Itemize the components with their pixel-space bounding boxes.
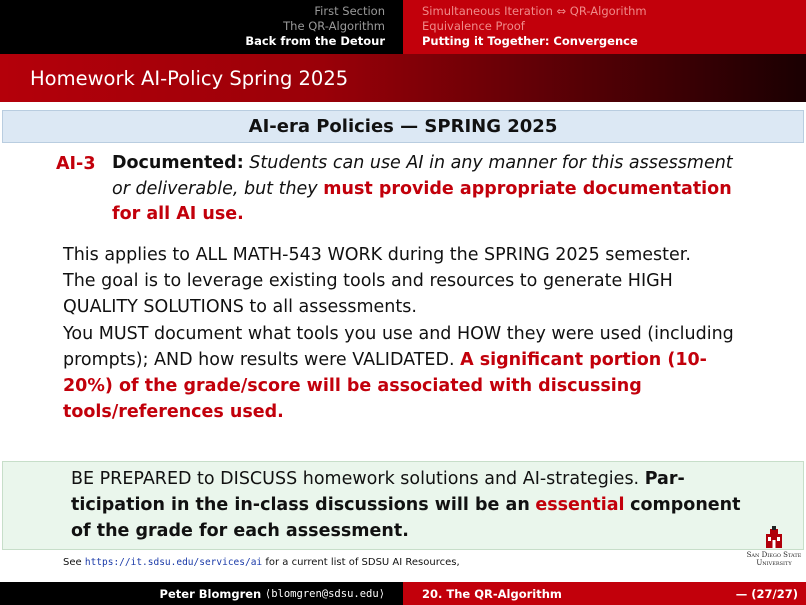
nav-section-qr-algorithm[interactable]: The QR-Algorithm (283, 19, 385, 33)
nav-section-first[interactable]: First Section (314, 4, 385, 18)
prepared-text: BE PREPARED to DISCUSS homework solutions and AI-strategies. (71, 469, 640, 489)
body-paragraph-documentation (63, 321, 753, 426)
ai3-title: Documented: (112, 153, 244, 173)
frame-title: Homework AI-Policy Spring 2025 (0, 54, 806, 102)
footer-section-title[interactable]: 20. The QR-Algorithm (422, 586, 562, 601)
page-number: — (27/27) (735, 586, 798, 601)
ai3-label: AI-3 (56, 154, 96, 174)
grade-portion-emphasis: A significant portion (10-20%) of the grade/score will be associated with discussing tools/references used. (63, 349, 707, 423)
footer-author (0, 582, 403, 605)
participation-text-end: component of the grade for each assessment. (71, 495, 741, 541)
documentation-text: You MUST document what tools you use and HOW they were used (including prompts); AND how results were VALIDATED. (63, 323, 734, 370)
footnote (63, 556, 703, 570)
ai3-italic-text: Students can use AI in any manner for this assessment or deliverable, but they (112, 153, 733, 199)
top-navigation (0, 0, 806, 54)
participation-text-start: Par-ticipation in the in-class discussions will be an (71, 469, 685, 515)
footer-section (403, 582, 806, 605)
logo-text-line2: University (756, 559, 792, 567)
ai3-emphasis: must provide appropriate documentation for all AI use. (112, 178, 732, 224)
nav-subsection-simultaneous-iteration[interactable]: Simultaneous Iteration ⇔ QR-Algorithm (422, 4, 647, 18)
nav-subsection-equivalence-proof[interactable]: Equivalence Proof (422, 19, 525, 33)
author-email: ⟨blomgren@sdsu.edu⟩ (264, 587, 385, 600)
ai-resources-link[interactable]: https://it.sdsu.edu/services/ai (84, 557, 263, 568)
policy-header: AI-era Policies — SPRING 2025 (2, 110, 804, 143)
ai3-policy-item (56, 151, 746, 228)
logo-text-line1: San Diego State (746, 551, 802, 559)
footnote-suffix: for a current list of SDSU AI Resources, (265, 557, 460, 568)
be-prepared-box (2, 461, 804, 550)
nav-section-back-from-detour[interactable]: Back from the Detour (245, 34, 385, 48)
subsection-nav (403, 0, 806, 54)
footnote-prefix: See (63, 557, 82, 568)
essential-highlight: essential (535, 495, 625, 515)
nav-subsection-convergence[interactable]: Putting it Together: Convergence (422, 34, 638, 48)
section-nav (0, 0, 403, 54)
sdsu-tower-icon (764, 526, 784, 548)
body-paragraph-scope: This applies to ALL MATH-543 WORK during the SPRING 2025 semester. (63, 245, 691, 265)
author-name: Peter Blomgren (159, 586, 262, 601)
sdsu-logo (744, 526, 804, 574)
ai3-text (112, 151, 746, 228)
policy-body (63, 242, 753, 425)
body-paragraph-goal: The goal is to leverage existing tools and resources to generate HIGH QUALITY SOLUTIONS to all assessments. (63, 271, 673, 318)
footer-bar (0, 582, 806, 605)
